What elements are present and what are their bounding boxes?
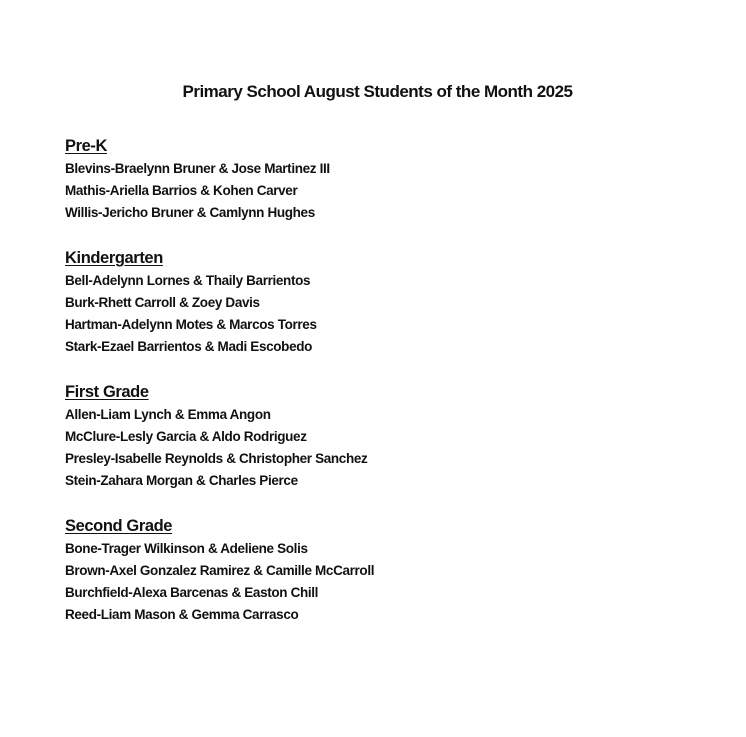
list-item: McClure-Lesly Garcia & Aldo Rodriguez [65,429,307,444]
list-item: Allen-Liam Lynch & Emma Angon [65,407,271,422]
section-kindergarten [65,246,725,358]
list-item: Stark-Ezael Barrientos & Madi Escobedo [65,339,313,354]
list-item: Brown-Axel Gonzalez Ramirez & Camille McCarroll [65,563,375,578]
section-pre-k [65,134,725,224]
section-heading: Kindergarten [65,249,163,267]
list-item: Reed-Liam Mason & Gemma Carrasco [65,607,299,622]
section-heading: First Grade [65,383,149,401]
list-item: Bell-Adelynn Lornes & Thaily Barrientos [65,273,311,288]
document-body [65,134,725,648]
list-item: Burchfield-Alexa Barcenas & Easton Chill [65,585,319,600]
list-item: Stein-Zahara Morgan & Charles Pierce [65,473,298,488]
list-item: Mathis-Ariella Barrios & Kohen Carver [65,183,298,198]
list-item: Bone-Trager Wilkinson & Adeliene Solis [65,541,308,556]
list-item: Blevins-Braelynn Bruner & Jose Martinez III [65,161,330,176]
page-title: Primary School August Students of the Month 2025 [182,82,573,101]
section-heading: Second Grade [65,517,173,535]
list-item: Presley-Isabelle Reynolds & Christopher Sanchez [65,451,368,466]
list-item: Willis-Jericho Bruner & Camlynn Hughes [65,205,315,220]
section-second-grade [65,514,725,626]
section-first-grade [65,380,725,492]
section-heading: Pre-K [65,137,108,155]
list-item: Burk-Rhett Carroll & Zoey Davis [65,295,260,310]
list-item: Hartman-Adelynn Motes & Marcos Torres [65,317,317,332]
